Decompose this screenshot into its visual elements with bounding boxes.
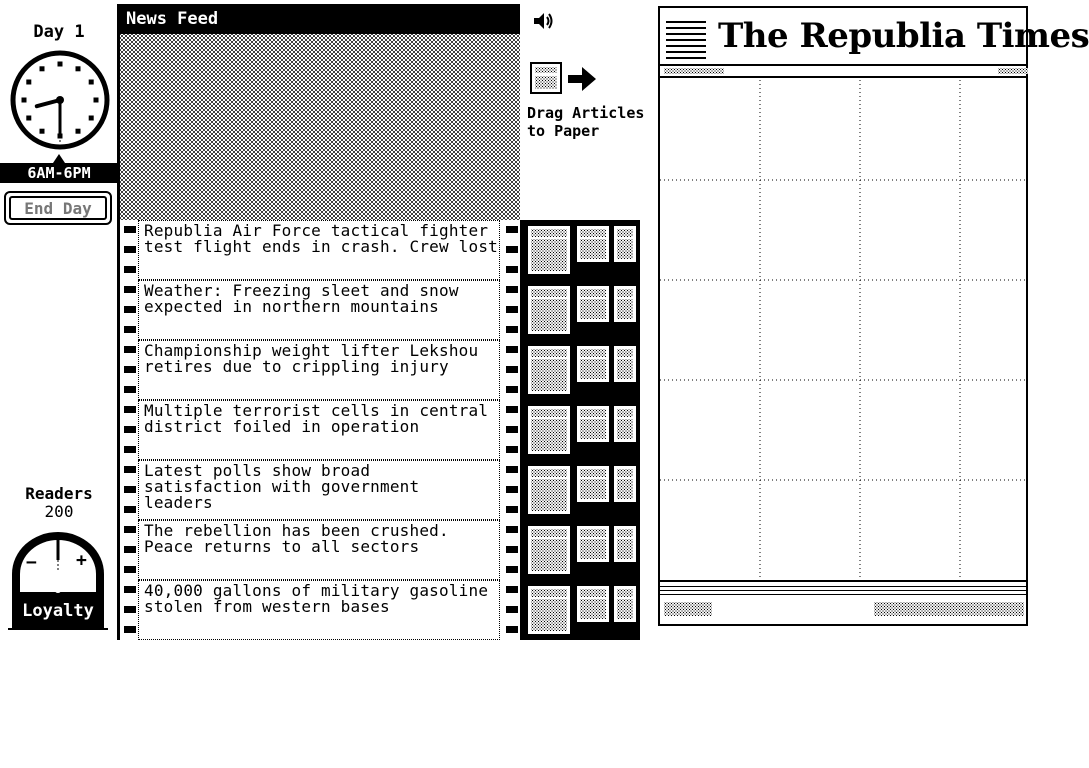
article-size-options bbox=[520, 340, 640, 400]
drag-article-icon bbox=[530, 62, 562, 94]
article-headline: Weather: Freezing sleet and snow expected in northern mountains bbox=[144, 281, 459, 316]
news-article[interactable] bbox=[120, 400, 520, 460]
article-size-large-button[interactable] bbox=[528, 406, 570, 454]
article-size-large-button[interactable] bbox=[528, 286, 570, 334]
news-article[interactable] bbox=[120, 520, 520, 580]
loyalty-minus-button[interactable]: − bbox=[26, 552, 37, 573]
clock-icon bbox=[10, 50, 110, 150]
film-strip-edge bbox=[504, 220, 520, 280]
article-size-options bbox=[520, 400, 640, 460]
news-article[interactable] bbox=[120, 220, 520, 280]
news-article[interactable] bbox=[120, 340, 520, 400]
article-headline: Latest polls show broad satisfaction with government leaders bbox=[144, 461, 420, 512]
article-size-medium-button[interactable] bbox=[577, 466, 609, 502]
article-size-medium-button[interactable] bbox=[577, 346, 609, 382]
news-article[interactable] bbox=[120, 460, 520, 520]
news-article[interactable] bbox=[120, 580, 520, 640]
article-size-options bbox=[520, 220, 640, 280]
article-size-small-button[interactable] bbox=[614, 586, 636, 622]
film-strip-edge bbox=[122, 400, 138, 460]
article-size-small-button[interactable] bbox=[614, 406, 636, 442]
film-strip-edge bbox=[504, 340, 520, 400]
article-size-small-button[interactable] bbox=[614, 226, 636, 262]
speaker-icon[interactable] bbox=[532, 10, 554, 32]
article-size-options bbox=[520, 280, 640, 340]
article-size-options bbox=[520, 580, 640, 640]
film-strip-edge bbox=[122, 340, 138, 400]
readers-count: 200 bbox=[44, 502, 74, 521]
article-size-large-button[interactable] bbox=[528, 586, 570, 634]
news-article[interactable] bbox=[120, 280, 520, 340]
article-size-small-button[interactable] bbox=[614, 466, 636, 502]
loyalty-value: 0 bbox=[53, 578, 63, 597]
feed-preview-area bbox=[120, 34, 520, 220]
newspaper bbox=[658, 6, 1089, 626]
newspaper-footer-right bbox=[874, 602, 1024, 616]
drag-instruction-graphic bbox=[530, 62, 600, 96]
article-size-medium-button[interactable] bbox=[577, 586, 609, 622]
newspaper-drop-grid[interactable] bbox=[660, 80, 1026, 580]
article-size-large-button[interactable] bbox=[528, 346, 570, 394]
newspaper-title: The Republia Times bbox=[718, 16, 1089, 56]
article-size-small-button[interactable] bbox=[614, 286, 636, 322]
film-strip-edge bbox=[122, 220, 138, 280]
article-size-medium-button[interactable] bbox=[577, 406, 609, 442]
newspaper-masthead bbox=[660, 8, 1089, 70]
film-strip-edge bbox=[504, 580, 520, 640]
newspaper-footer-left bbox=[664, 602, 712, 616]
article-size-large-button[interactable] bbox=[528, 466, 570, 514]
end-day-button-label: End Day bbox=[9, 196, 107, 220]
time-range-label: 6AM-6PM bbox=[0, 163, 118, 183]
film-strip-edge bbox=[122, 280, 138, 340]
article-headline: The rebellion has been crushed. Peace returns to all sectors bbox=[144, 521, 449, 556]
film-strip-edge bbox=[504, 280, 520, 340]
readers-label: Readers bbox=[25, 484, 93, 503]
loyalty-label: Loyalty bbox=[22, 601, 94, 621]
article-headline: Multiple terrorist cells in central district foiled in operation bbox=[144, 401, 489, 436]
film-strip-edge bbox=[122, 460, 138, 520]
masthead-lines-left bbox=[666, 20, 710, 60]
clock-pointer-icon bbox=[53, 154, 65, 163]
article-headline: Republia Air Force tactical fighter test flight ends in crash. Crew lost bbox=[144, 221, 498, 256]
article-size-large-button[interactable] bbox=[528, 226, 570, 274]
film-strip-edge bbox=[504, 400, 520, 460]
article-size-medium-button[interactable] bbox=[577, 226, 609, 262]
film-strip-edge bbox=[504, 460, 520, 520]
film-strip-edge bbox=[122, 520, 138, 580]
day-label: Day 1 bbox=[33, 22, 85, 42]
end-day-button[interactable] bbox=[4, 191, 112, 225]
drag-articles-label: Drag Articles to Paper bbox=[527, 104, 645, 140]
arrow-right-icon bbox=[568, 66, 598, 92]
article-size-options bbox=[520, 460, 640, 520]
article-size-medium-button[interactable] bbox=[577, 526, 609, 562]
article-size-medium-button[interactable] bbox=[577, 286, 609, 322]
article-headline: 40,000 gallons of military gasoline stolen from western bases bbox=[144, 581, 489, 616]
article-size-small-button[interactable] bbox=[614, 526, 636, 562]
article-size-options bbox=[520, 520, 640, 580]
loyalty-plus-button[interactable]: + bbox=[76, 550, 87, 571]
loyalty-gauge bbox=[8, 530, 108, 630]
article-size-small-button[interactable] bbox=[614, 346, 636, 382]
film-strip-edge bbox=[122, 580, 138, 640]
article-headline: Championship weight lifter Lekshou retires due to crippling injury bbox=[144, 341, 479, 376]
article-size-large-button[interactable] bbox=[528, 526, 570, 574]
news-feed-header: News Feed bbox=[118, 4, 520, 34]
film-strip-edge bbox=[504, 520, 520, 580]
